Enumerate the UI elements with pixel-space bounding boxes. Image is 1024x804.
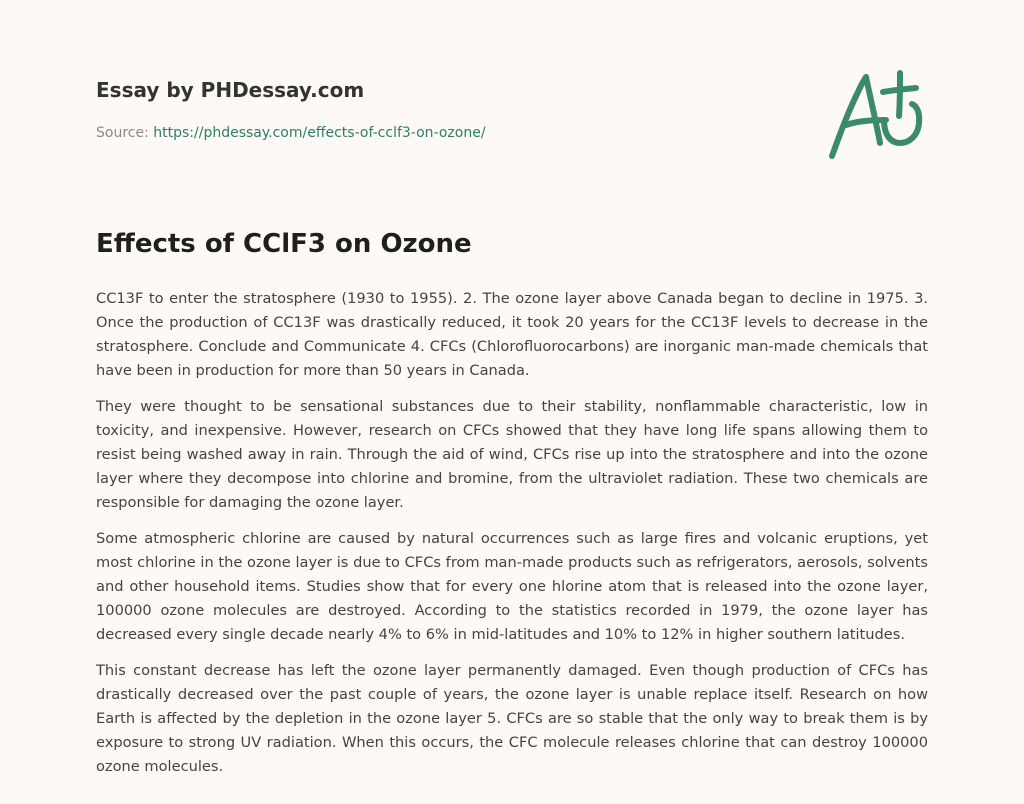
brand-title: Essay by PHDessay.com: [96, 78, 365, 102]
essay-paragraph: CC13F to enter the stratosphere (1930 to 1955). 2. The ozone layer above Canada began to decline in 1975. 3. Once the production of CC13F was drastically reduced, it took 20 years for the CC13F levels to decrease in the stratosphere. Conclude and Communicate 4. CFCs (Chlorofluorocarbons) are inorganic man-made chemicals that have been in production for more than 50 years in Canada.: [96, 290, 928, 379]
source-label: Source:: [96, 125, 149, 141]
page-header: [96, 0, 928, 150]
source-link[interactable]: https://phdessay.com/effects-of-cclf3-on-ozone/: [153, 125, 486, 141]
essay-paragraph: This constant decrease has left the ozone layer permanently damaged. Even though production of CFCs has drastically decreased over the past couple of years, the ozone layer is unable replace itself. Research on how Earth is affected by the depletion in the ozone layer 5. CFCs are so stable that the only way to break them is by exposure to strong UV radiation. When this occurs, the CFC molecule releases chlorine that can destroy 100000 ozone molecules.: [96, 662, 928, 775]
a-plus-grade-icon: [822, 68, 928, 166]
a-plus-crossbar: [846, 120, 886, 125]
page-title: Effects of CClF3 on Ozone: [96, 229, 472, 259]
essay-paragraph: Some atmospheric chlorine are caused by natural occurrences such as large fires and volcanic eruptions, yet most chlorine in the ozone layer is due to CFCs from man-made products such as refrigerators, aerosols, solvents and other household items. Studies show that for every one hlorine atom that is released into the ozone layer, 100000 ozone molecules are destroyed. According to the statistics recorded in 1979, the ozone layer has decreased every single decade nearly 4% to 6% in mid-latitudes and 10% to 12% in higher southern latitudes.: [96, 530, 928, 643]
essay-body: [96, 287, 928, 791]
source-line: [96, 124, 486, 142]
a-plus-plus-vertical: [899, 73, 900, 116]
a-plus-right-stroke: [866, 77, 880, 143]
a-plus-left-stroke: [832, 77, 866, 156]
essay-paragraph: They were thought to be sensational substances due to their stability, nonflammable characteristic, low in toxicity, and inexpensive. However, research on CFCs showed that they have long life spans allowing them to resist being washed away in rain. Through the aid of wind, CFCs rise up into the stratosphere and into the ozone layer where they decompose into chlorine and bromine, from the ultraviolet radiation. These two chemicals are responsible for damaging the ozone layer.: [96, 398, 928, 511]
